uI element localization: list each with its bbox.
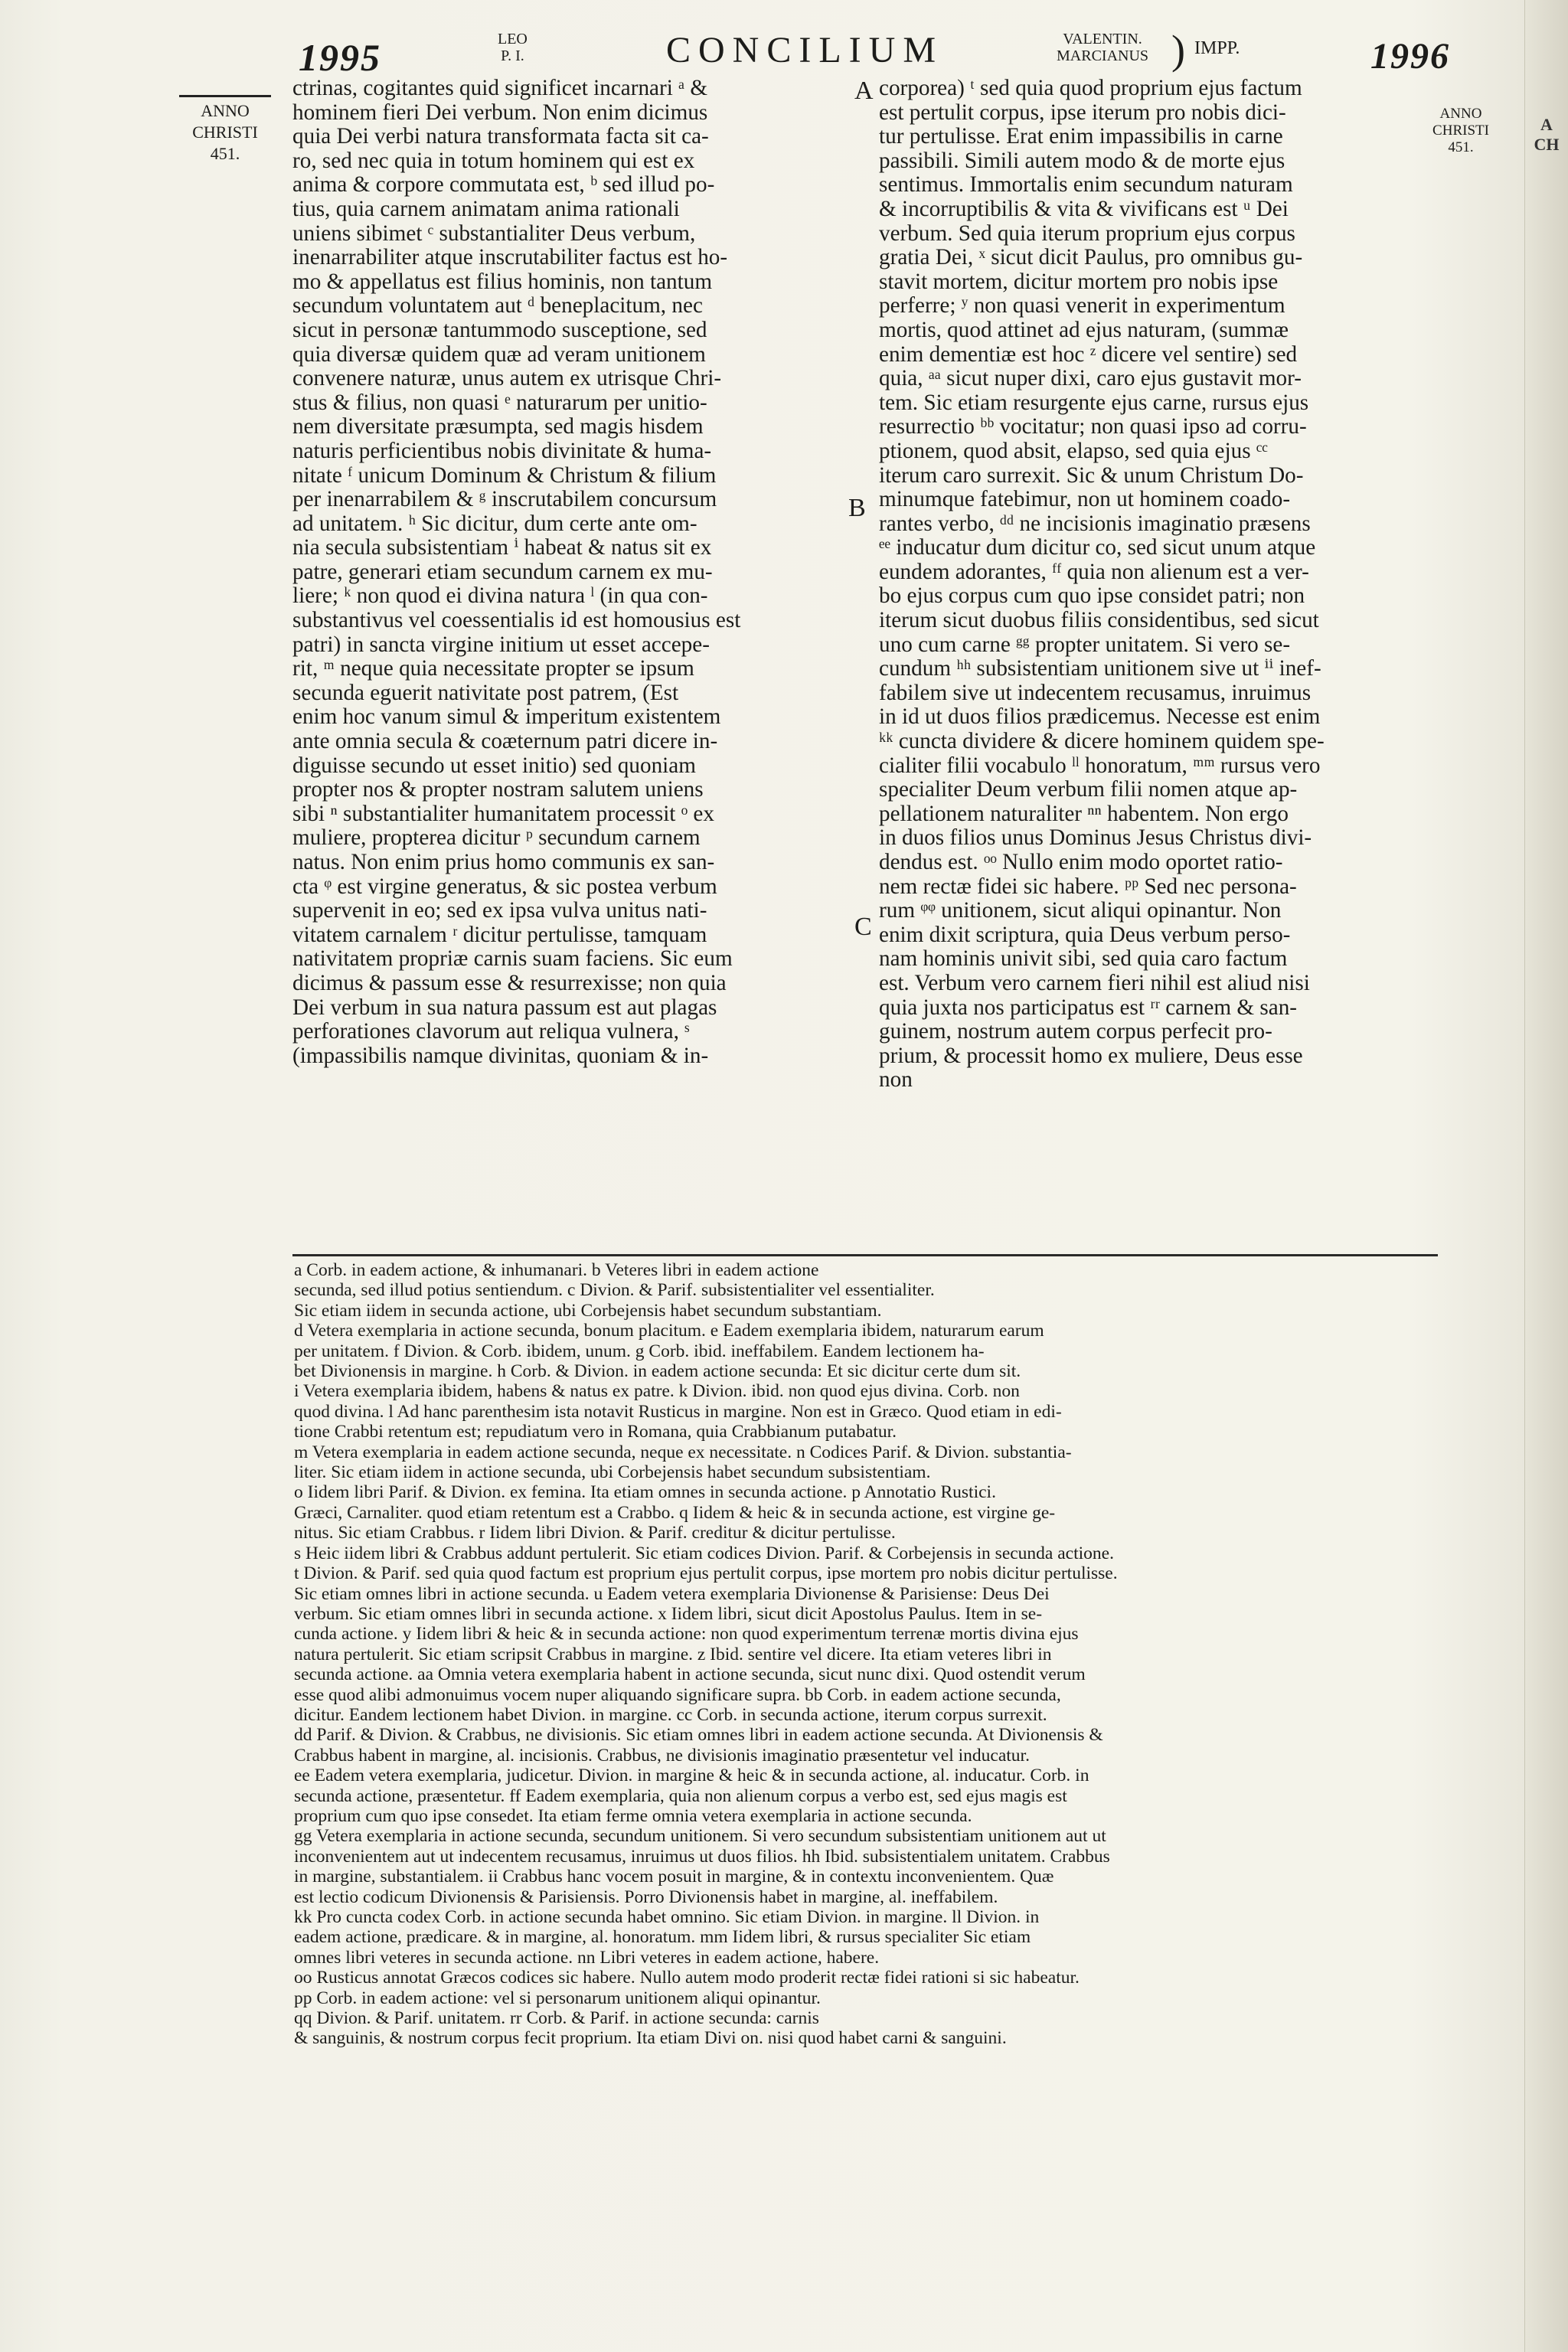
next-page-edge bbox=[1524, 0, 1568, 2352]
footnote-line: tione Crabbi retentum est; repudiatum vero in Romana, quia Crabbianum putabatur. bbox=[294, 1422, 897, 1442]
running-head-left: LEO P. I. bbox=[498, 31, 528, 64]
footnote-line: quod divina. l Ad hanc parenthesim ista notavit Rusticus in margine. Non est in Græco. Quod etiam in edi- bbox=[294, 1401, 1062, 1422]
footnote-line: Sic etiam iidem in secunda actione, ubi Corbejensis habet secundum substantiam. bbox=[294, 1300, 882, 1321]
text-line: minumque fatebimur, non ut hominem coado- bbox=[879, 487, 1291, 512]
footnote-line: inconvenientem aut ut indecentem recusamus, inruimus ut duos filios. hh Ibid. subsistentialem unitatem. Crabbus bbox=[294, 1846, 1110, 1867]
text-line: mortis, quod attinet ad ejus naturam, (summæ bbox=[879, 317, 1289, 342]
footnote-line: m Vetera exemplaria in eadem actione secunda, neque ex necessitate. n Codices Parif. & Divion. substantia- bbox=[294, 1442, 1072, 1462]
footnote-line: dd Parif. & Divion. & Crabbus, ne divisionis. Sic etiam omnes libri in eadem actione secunda. At Divionensis & bbox=[294, 1725, 1103, 1746]
footnote-divider bbox=[292, 1254, 1438, 1256]
footnote-line: proprium cum quo ipse consedet. Ita etiam ferme omnia vetera exemplaria in actione secunda. bbox=[294, 1805, 972, 1826]
text-line: nem diversitate præsumpta, sed magis hisdem bbox=[292, 414, 704, 439]
text-line: perferre; ʸ non quasi venerit in experimentum bbox=[879, 293, 1285, 318]
footnote-line: o Iidem libri Parif. & Divion. ex femina. Ita etiam omnes in secunda actione. p Annotatio Rustici. bbox=[294, 1482, 996, 1503]
text-line: in duos filios unus Dominus Jesus Christus divi- bbox=[879, 825, 1312, 851]
text-line: inenarrabiliter atque inscrutabiliter factus est ho- bbox=[292, 245, 728, 270]
text-line: iterum caro surrexit. Sic & unum Christum Do- bbox=[879, 462, 1304, 488]
text-line: fabilem sive ut indecentem recusamus, inruimus bbox=[879, 680, 1312, 705]
footnote-line: est lectio codicum Divionensis & Parisiensis. Porro Divionensis habet in margine, al. ineffabilem. bbox=[294, 1886, 998, 1907]
text-line: sibi ⁿ substantialiter humanitatem processit ᵒ ex bbox=[292, 801, 714, 826]
text-line: secunda eguerit nativitate post patrem, (Est bbox=[292, 680, 679, 705]
text-line: ptionem, quod absit, elapso, sed quia ejus ᶜᶜ bbox=[879, 438, 1268, 463]
text-line: eundem adorantes, ᶠᶠ quia non alienum est a ver- bbox=[879, 559, 1309, 584]
text-line: passibili. Simili autem modo & de morte ejus bbox=[879, 148, 1285, 173]
text-line: enim dixit scriptura, quia Deus verbum perso- bbox=[879, 922, 1291, 947]
footnote-line: kk Pro cuncta codex Corb. in actione secunda habet omnino. Sic etiam Divion. in margine. ll Divion. in bbox=[294, 1907, 1040, 1927]
text-line: nitate ᶠ unicum Dominum & Christum & filium bbox=[292, 462, 717, 488]
margin-year-right: ANNO CHRISTI 451. bbox=[1432, 106, 1489, 155]
text-line: non bbox=[879, 1067, 913, 1093]
text-line: muliere, propterea dicitur ᵖ secundum carnem bbox=[292, 825, 701, 851]
footnote-line: omnes libri veteres in secunda actione. nn Libri veteres in eadem actione, habere. bbox=[294, 1947, 880, 1968]
text-line: nem rectæ fidei sic habere. ᵖᵖ Sed nec persona- bbox=[879, 874, 1297, 899]
footnote-line: Crabbus habent in margine, al. incisionis. Crabbus, ne divisionis imaginatio præsentetur vel inducatur. bbox=[294, 1745, 1030, 1766]
text-line: enim dementiæ est hoc ᶻ dicere vel sentire) sed bbox=[879, 341, 1298, 367]
text-line: sentimus. Immortalis enim secundum naturam bbox=[879, 172, 1293, 198]
text-line: naturis perficientibus nobis divinitate & huma- bbox=[292, 438, 712, 463]
text-line: resurrectio ᵇᵇ vocitatur; non quasi ipso ad corru- bbox=[879, 414, 1307, 439]
text-line: substantivus vel coessentialis id est homousius est bbox=[292, 608, 741, 633]
text-line: tur pertulisse. Erat enim impassibilis in carne bbox=[879, 124, 1283, 149]
text-line: supervenit in eo; sed ex ipsa vulva unitus nati- bbox=[292, 898, 707, 923]
footnote-line: secunda actione, præsentetur. ff Eadem exemplaria, quia non alienum corpus a verbo est, sed ejus magis est bbox=[294, 1785, 1067, 1806]
text-line: ad unitatem. ʰ Sic dicitur, dum certe ante om- bbox=[292, 511, 697, 536]
text-line: hominem fieri Dei verbum. Non enim dicimus bbox=[292, 100, 708, 125]
text-line: (impassibilis namque divinitas, quoniam & in- bbox=[292, 1043, 709, 1068]
text-line: stus & filius, non quasi ᵉ naturarum per unitio- bbox=[292, 390, 707, 415]
footnote-line: t Divion. & Parif. sed quia quod factum est proprium ejus pertulit corpus, ipse mortem pro nobis dicitur pertulisse. bbox=[294, 1563, 1118, 1584]
text-line: dicimus & passum esse & resurrexisse; non quia bbox=[292, 970, 727, 995]
footnotes bbox=[294, 1260, 1436, 2049]
footnote-line: esse quod alibi admonuimus vocem nuper aliquando significare supra. bb Corb. in eadem actione secunda, bbox=[294, 1684, 1061, 1705]
footnote-line: Sic etiam omnes libri in actione secunda. u Eadem vetera exemplaria Divionense & Parisiense: Deus Dei bbox=[294, 1583, 1050, 1604]
text-line: ante omnia secula & coæternum patri dicere in- bbox=[292, 729, 718, 754]
text-line: ᵏᵏ cuncta dividere & dicere hominem quidem spe- bbox=[879, 729, 1325, 754]
text-line: diguisse secundo ut esset initio) sed quoniam bbox=[292, 753, 696, 778]
text-line: & incorruptibilis & vita & vivificans est ᵘ Dei bbox=[879, 196, 1289, 221]
running-header bbox=[299, 27, 1450, 81]
text-line: rit, ᵐ neque quia necessitate propter se ipsum bbox=[292, 656, 694, 681]
footnote-line: eadem actione, prædicare. & in margine, al. honoratum. mm Iidem libri, & rursus specialiter Sic etiam bbox=[294, 1927, 1031, 1948]
footnote-line: s Heic iidem libri & Crabbus addunt pertulerit. Sic etiam codices Divion. Parif. & Corbejensis in secunda actione. bbox=[294, 1543, 1114, 1563]
text-line: uno cum carne ᵍᵍ propter unitatem. Si vero se- bbox=[879, 632, 1291, 657]
footnote-line: a Corb. in eadem actione, & inhumanari. b Veteres libri in eadem actione bbox=[294, 1260, 819, 1280]
text-line: corporea) ᵗ sed quia quod proprium ejus factum bbox=[879, 76, 1302, 100]
text-line: est. Verbum vero carnem fieri nihil est aliud nisi bbox=[879, 970, 1310, 995]
text-line: gratia Dei, ˣ sicut dicit Paulus, pro omnibus gu- bbox=[879, 245, 1303, 270]
text-line: vitatem carnalem ʳ dicitur pertulisse, tamquam bbox=[292, 922, 707, 947]
text-line: mo & appellatus est filius hominis, non tantum bbox=[292, 269, 713, 294]
text-line: est pertulit corpus, ipse iterum pro nobis dici- bbox=[879, 100, 1286, 125]
footnote-line: i Vetera exemplaria ibidem, habens & natus ex patre. k Divion. ibid. non quod ejus divina. Corb. non bbox=[294, 1381, 1020, 1402]
page-number-left: 1995 bbox=[299, 36, 381, 79]
text-line: quia, ᵃᵃ sicut nuper dixi, caro ejus gustavit mor- bbox=[879, 366, 1302, 391]
text-line: tem. Sic etiam resurgente ejus carne, rursus ejus bbox=[879, 390, 1309, 415]
text-line: quia juxta nos participatus est ʳʳ carnem & san- bbox=[879, 995, 1298, 1020]
text-line: specialiter Deum verbum filii nomen atque ap- bbox=[879, 777, 1298, 802]
text-line: quia diversæ quidem quæ ad veram unitionem bbox=[292, 341, 706, 367]
text-line: ro, sed nec quia in totum hominem qui est ex bbox=[292, 148, 695, 173]
text-line: cundum ʰʰ subsistentiam unitionem sive ut ⁱⁱ inef- bbox=[879, 656, 1321, 681]
next-page-margin-text: A CH bbox=[1534, 115, 1560, 154]
footnote-line: dicitur. Eandem lectionem habet Divion. in margine. cc Corb. in secunda actione, iterum corpus surrexit. bbox=[294, 1704, 1047, 1725]
text-line: cta ᵠ est virgine generatus, & sic postea verbum bbox=[292, 874, 717, 899]
margin-rule bbox=[179, 95, 271, 97]
text-line: ᵉᵉ inducatur dum dicitur co, sed sicut unum atque bbox=[879, 535, 1316, 560]
text-line: rum ᵠᵠ unitionem, sicut aliqui opinantur. Non bbox=[879, 898, 1282, 923]
text-column-left bbox=[292, 77, 844, 1068]
text-column-right bbox=[879, 77, 1435, 1093]
text-line: uniens sibimet ᶜ substantialiter Deus verbum, bbox=[292, 220, 696, 246]
header-parenthesis: ) bbox=[1171, 27, 1185, 73]
text-line: nam hominis univit sibi, sed quia caro factum bbox=[879, 946, 1288, 972]
footnote-line: pp Corb. in eadem actione: vel si personarum unitionem aliqui opinantur. bbox=[294, 1988, 821, 2008]
footnote-line: bet Divionensis in margine. h Corb. & Divion. in eadem actione secunda: Et sic dicitur certe dum sit. bbox=[294, 1361, 1021, 1382]
text-line: perforationes clavorum aut reliqua vulnera, ˢ bbox=[292, 1019, 690, 1044]
text-line: sicut in personæ tantummodo susceptione, sed bbox=[292, 317, 707, 342]
text-line: per inenarrabilem & ᵍ inscrutabilem concursum bbox=[292, 487, 717, 512]
footnote-line: oo Rusticus annotat Græcos codices sic habere. Nullo autem modo proderit rectæ fidei rationi si sic habeatur. bbox=[294, 1968, 1080, 1988]
text-line: cialiter filii vocabulo ˡˡ honoratum, ᵐᵐ rursus vero bbox=[879, 753, 1321, 778]
text-line: stavit mortem, dicitur mortem pro nobis ipse bbox=[879, 269, 1279, 294]
text-line: anima & corpore commutata est, ᵇ sed illud po- bbox=[292, 172, 715, 198]
footnote-line: gg Vetera exemplaria in actione secunda, secundum unitionem. Si vero secundum subsistentiam unitionem aut ut bbox=[294, 1826, 1106, 1847]
text-line: propter nos & propter nostram salutem uniens bbox=[292, 777, 704, 802]
footnote-line: qq Divion. & Parif. unitatem. rr Corb. & Parif. in actione secunda: carnis bbox=[294, 2008, 819, 2029]
footnote-line: liter. Sic etiam iidem in actione secunda, ubi Corbejensis habet secundum subsistentiam. bbox=[294, 1462, 931, 1483]
text-line: pellationem naturaliter ⁿⁿ habentem. Non ergo bbox=[879, 801, 1289, 826]
running-head-right: VALENTIN. MARCIANUS bbox=[1057, 31, 1149, 64]
margin-year-left: ANNO CHRISTI 451. bbox=[175, 95, 276, 165]
text-line: patre, generari etiam secundum carnem ex mu- bbox=[292, 559, 713, 584]
text-line: Dei verbum in sua natura passum est aut plagas bbox=[292, 995, 717, 1020]
footnote-line: natura pertulerit. Sic etiam scripsit Crabbus in margine. z Ibid. sentire vel dicere. Ita etiam veteres libri in bbox=[294, 1644, 1052, 1664]
text-line: tius, quia carnem animatam anima rationali bbox=[292, 196, 680, 221]
text-line: prium, & processit homo ex muliere, Deus esse bbox=[879, 1043, 1303, 1068]
text-line: nativitatem propriæ carnis suam faciens. Sic eum bbox=[292, 946, 733, 972]
text-line: nia secula subsistentiam ⁱ habeat & natus sit ex bbox=[292, 535, 712, 560]
section-letter-b: B bbox=[848, 494, 866, 522]
page-number-right: 1996 bbox=[1370, 36, 1450, 77]
footnote-line: d Vetera exemplaria in actione secunda, bonum placitum. e Eadem exemplaria ibidem, naturarum earum bbox=[294, 1321, 1044, 1341]
footnote-line: ee Eadem vetera exemplaria, judicetur. Divion. in margine & heic & in secunda actione, al. inducatur. Corb. in bbox=[294, 1766, 1089, 1786]
text-line: convenere naturæ, unus autem ex utrisque Chri- bbox=[292, 366, 722, 391]
footnote-line: & sanguinis, & nostrum corpus fecit proprium. Ita etiam Divi on. nisi quod habet carni & sanguini. bbox=[294, 2028, 1007, 2049]
footnote-line: nitus. Sic etiam Crabbus. r Iidem libri Divion. & Parif. creditur & dicitur pertulisse. bbox=[294, 1523, 896, 1544]
text-line: secundum voluntatem aut ᵈ beneplacitum, nec bbox=[292, 293, 703, 318]
footnote-line: secunda actione. aa Omnia vetera exemplaria habent in actione secunda, sicut nunc dixi. Quod ostendit verum bbox=[294, 1664, 1086, 1685]
running-head-impp: IMPP. bbox=[1194, 38, 1240, 58]
footnote-line: in margine, substantialem. ii Crabbus hanc vocem posuit in margine, & in contextu inconvenientem. Quæ bbox=[294, 1867, 1054, 1887]
text-line: in id ut duos filios prædicemus. Necesse est enim bbox=[879, 704, 1321, 730]
text-line: ctrinas, cogitantes quid significet incarnari ᵃ & bbox=[292, 76, 708, 100]
text-line: verbum. Sed quia iterum proprium ejus corpus bbox=[879, 220, 1295, 246]
footnote-line: cunda actione. y Iidem libri & heic & in secunda actione: non quod experimentum terrenæ mortis divina ejus bbox=[294, 1624, 1079, 1645]
page-title: CONCILIUM bbox=[666, 30, 943, 70]
text-line: guinem, nostrum autem corpus perfecit pro- bbox=[879, 1019, 1272, 1044]
text-line: enim hoc vanum simul & imperitum existentem bbox=[292, 704, 721, 730]
text-line: liere; ᵏ non quod ei divina natura ˡ (in qua con- bbox=[292, 583, 708, 609]
text-line: bo ejus corpus cum quo ipse considet patri; non bbox=[879, 583, 1305, 609]
text-line: dendus est. ᵒᵒ Nullo enim modo oportet ratio- bbox=[879, 850, 1283, 874]
footnote-line: verbum. Sic etiam omnes libri in secunda actione. x Iidem libri, sicut dicit Apostolus Paulus. Item in se- bbox=[294, 1603, 1043, 1624]
footnote-line: Græci, Carnaliter. quod etiam retentum est a Crabbo. q Iidem & heic & in secunda actione, est virgine ge- bbox=[294, 1502, 1056, 1523]
text-line: quia Dei verbi natura transformata facta sit ca- bbox=[292, 124, 709, 149]
text-line: rantes verbo, ᵈᵈ ne incisionis imaginatio præsens bbox=[879, 511, 1311, 536]
footnote-line: per unitatem. f Divion. & Corb. ibidem, unum. g Corb. ibid. ineffabilem. Eandem lectionem ha- bbox=[294, 1341, 985, 1361]
footnote-line: secunda, sed illud potius sentiendum. c Divion. & Parif. subsistentialiter vel essentialiter. bbox=[294, 1280, 935, 1301]
text-line: iterum sicut duobus filiis considentibus, sed sicut bbox=[879, 608, 1319, 633]
section-letter-a: A bbox=[854, 77, 874, 105]
text-line: patri) in sancta virgine initium ut esset accepe- bbox=[292, 632, 710, 657]
text-line: natus. Non enim prius homo communis ex san- bbox=[292, 850, 715, 874]
section-letter-c: C bbox=[854, 913, 872, 941]
